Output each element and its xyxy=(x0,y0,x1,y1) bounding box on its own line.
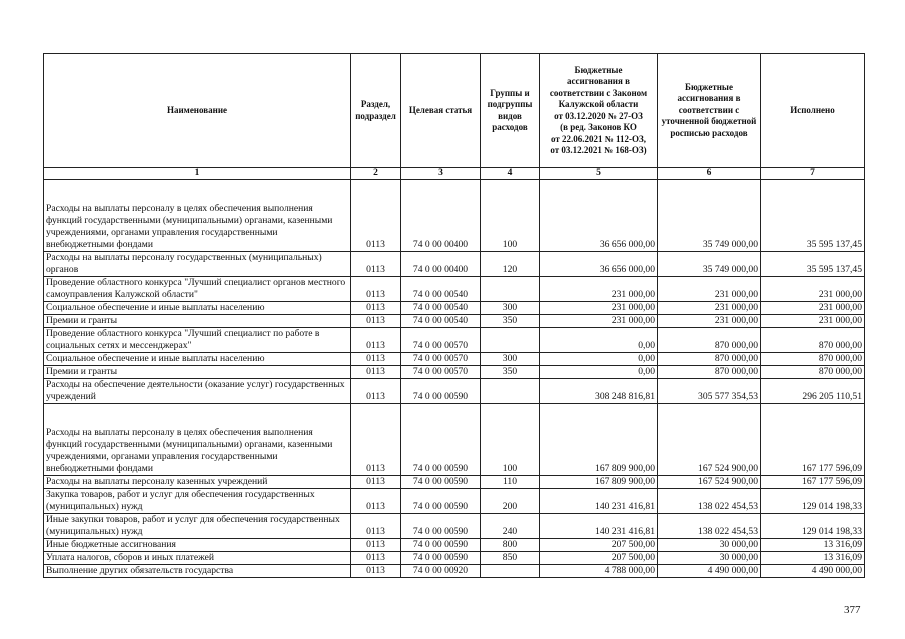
cell-target: 74 0 00 00590 xyxy=(401,379,481,404)
cell-target: 74 0 00 00590 xyxy=(401,539,481,552)
cell-executed: 129 014 198,33 xyxy=(761,489,865,514)
cell-section: 0113 xyxy=(351,539,401,552)
cell-law: 4 788 000,00 xyxy=(540,565,658,578)
cell-section: 0113 xyxy=(351,514,401,539)
cell-target: 74 0 00 00540 xyxy=(401,315,481,328)
table-row xyxy=(44,565,865,578)
cell-target: 74 0 00 00570 xyxy=(401,366,481,379)
cell-name: Проведение областного конкурса "Лучший специалист по работе в социальных сетях и мессенджерах" xyxy=(44,328,351,353)
column-number: 1 xyxy=(44,168,351,180)
cell-group: 300 xyxy=(481,302,540,315)
cell-law: 0,00 xyxy=(540,353,658,366)
table-body xyxy=(44,180,865,578)
cell-law: 308 248 816,81 xyxy=(540,379,658,404)
cell-name: Выполнение других обязательств государства xyxy=(44,565,351,578)
cell-executed: 231 000,00 xyxy=(761,302,865,315)
cell-section: 0113 xyxy=(351,366,401,379)
cell-plan: 167 524 900,00 xyxy=(658,476,761,489)
cell-executed: 167 177 596,09 xyxy=(761,404,865,476)
cell-section: 0113 xyxy=(351,552,401,565)
cell-target: 74 0 00 00920 xyxy=(401,565,481,578)
cell-group: 120 xyxy=(481,252,540,277)
cell-law: 36 656 000,00 xyxy=(540,252,658,277)
cell-section: 0113 xyxy=(351,404,401,476)
cell-group: 100 xyxy=(481,180,540,252)
cell-plan: 138 022 454,53 xyxy=(658,514,761,539)
cell-section: 0113 xyxy=(351,328,401,353)
table-row xyxy=(44,476,865,489)
table-row xyxy=(44,328,865,353)
column-number: 3 xyxy=(401,168,481,180)
cell-law: 231 000,00 xyxy=(540,277,658,302)
cell-executed: 13 316,09 xyxy=(761,552,865,565)
header-groups: Группы и подгруппы видов расходов xyxy=(481,54,540,168)
cell-section: 0113 xyxy=(351,277,401,302)
table-row xyxy=(44,366,865,379)
table-row xyxy=(44,539,865,552)
cell-executed: 13 316,09 xyxy=(761,539,865,552)
cell-name: Расходы на обеспечение деятельности (оказание услуг) государственных учреждений xyxy=(44,379,351,404)
cell-executed: 231 000,00 xyxy=(761,315,865,328)
cell-name: Расходы на выплаты персоналу в целях обеспечения выполнения функций государственными (муниципальными) органами, казенными учреждениями, органами управления государственными внебюджетными фондами xyxy=(44,404,351,476)
cell-law: 167 809 900,00 xyxy=(540,476,658,489)
cell-target: 74 0 00 00590 xyxy=(401,404,481,476)
table-row xyxy=(44,277,865,302)
cell-group: 110 xyxy=(481,476,540,489)
cell-group: 350 xyxy=(481,315,540,328)
cell-section: 0113 xyxy=(351,379,401,404)
cell-plan: 305 577 354,53 xyxy=(658,379,761,404)
cell-law: 0,00 xyxy=(540,328,658,353)
cell-section: 0113 xyxy=(351,565,401,578)
cell-group xyxy=(481,565,540,578)
cell-plan: 231 000,00 xyxy=(658,315,761,328)
cell-plan: 231 000,00 xyxy=(658,277,761,302)
cell-section: 0113 xyxy=(351,353,401,366)
page-number: 377 xyxy=(844,604,861,616)
column-number: 4 xyxy=(481,168,540,180)
header-target: Целевая статья xyxy=(401,54,481,168)
cell-plan: 35 749 000,00 xyxy=(658,180,761,252)
cell-section: 0113 xyxy=(351,489,401,514)
cell-section: 0113 xyxy=(351,315,401,328)
cell-plan: 167 524 900,00 xyxy=(658,404,761,476)
cell-plan: 231 000,00 xyxy=(658,302,761,315)
cell-law: 231 000,00 xyxy=(540,315,658,328)
cell-name: Расходы на выплаты персоналу государственных (муниципальных) органов xyxy=(44,252,351,277)
cell-target: 74 0 00 00590 xyxy=(401,489,481,514)
budget-table xyxy=(43,53,865,578)
cell-group xyxy=(481,328,540,353)
cell-target: 74 0 00 00590 xyxy=(401,552,481,565)
cell-group xyxy=(481,379,540,404)
cell-law: 167 809 900,00 xyxy=(540,404,658,476)
cell-group: 850 xyxy=(481,552,540,565)
cell-name: Премии и гранты xyxy=(44,315,351,328)
cell-plan: 30 000,00 xyxy=(658,539,761,552)
cell-executed: 296 205 110,51 xyxy=(761,379,865,404)
cell-plan: 30 000,00 xyxy=(658,552,761,565)
cell-executed: 870 000,00 xyxy=(761,366,865,379)
cell-group: 100 xyxy=(481,404,540,476)
cell-executed: 870 000,00 xyxy=(761,353,865,366)
cell-name: Социальное обеспечение и иные выплаты населению xyxy=(44,302,351,315)
table-row xyxy=(44,302,865,315)
cell-plan: 870 000,00 xyxy=(658,328,761,353)
cell-section: 0113 xyxy=(351,302,401,315)
cell-executed: 35 595 137,45 xyxy=(761,252,865,277)
cell-target: 74 0 00 00540 xyxy=(401,277,481,302)
cell-name: Иные бюджетные ассигнования xyxy=(44,539,351,552)
table-row xyxy=(44,252,865,277)
cell-group: 300 xyxy=(481,353,540,366)
cell-target: 74 0 00 00590 xyxy=(401,476,481,489)
cell-group: 350 xyxy=(481,366,540,379)
cell-name: Премии и гранты xyxy=(44,366,351,379)
cell-executed: 231 000,00 xyxy=(761,277,865,302)
cell-plan: 4 490 000,00 xyxy=(658,565,761,578)
cell-law: 231 000,00 xyxy=(540,302,658,315)
header-name: Наименование xyxy=(44,54,351,168)
table-row xyxy=(44,353,865,366)
cell-target: 74 0 00 00400 xyxy=(401,252,481,277)
cell-law: 140 231 416,81 xyxy=(540,489,658,514)
cell-group: 200 xyxy=(481,489,540,514)
cell-law: 36 656 000,00 xyxy=(540,180,658,252)
header-section: Раздел, подраздел xyxy=(351,54,401,168)
column-number: 2 xyxy=(351,168,401,180)
cell-name: Иные закупки товаров, работ и услуг для обеспечения государственных (муниципальных) нужд xyxy=(44,514,351,539)
cell-name: Расходы на выплаты персоналу казенных учреждений xyxy=(44,476,351,489)
table-row xyxy=(44,315,865,328)
cell-name: Расходы на выплаты персоналу в целях обеспечения выполнения функций государственными (муниципальными) органами, казенными учреждениями, органами управления государственными внебюджетными фондами xyxy=(44,180,351,252)
header-row xyxy=(44,54,865,168)
cell-plan: 870 000,00 xyxy=(658,353,761,366)
header-plan: Бюджетные ассигнования в соответствии с уточненной бюджетной росписью расходов xyxy=(658,54,761,168)
table-row xyxy=(44,489,865,514)
cell-name: Уплата налогов, сборов и иных платежей xyxy=(44,552,351,565)
cell-executed: 35 595 137,45 xyxy=(761,180,865,252)
cell-group xyxy=(481,277,540,302)
column-number: 6 xyxy=(658,168,761,180)
cell-law: 207 500,00 xyxy=(540,539,658,552)
cell-name: Проведение областного конкурса "Лучший специалист органов местного самоуправления Калужской области" xyxy=(44,277,351,302)
cell-name: Закупка товаров, работ и услуг для обеспечения государственных (муниципальных) нужд xyxy=(44,489,351,514)
cell-plan: 870 000,00 xyxy=(658,366,761,379)
column-number: 5 xyxy=(540,168,658,180)
table-row xyxy=(44,514,865,539)
cell-law: 0,00 xyxy=(540,366,658,379)
cell-target: 74 0 00 00570 xyxy=(401,328,481,353)
table-row xyxy=(44,180,865,252)
cell-plan: 35 749 000,00 xyxy=(658,252,761,277)
cell-plan: 138 022 454,53 xyxy=(658,489,761,514)
cell-executed: 167 177 596,09 xyxy=(761,476,865,489)
cell-section: 0113 xyxy=(351,180,401,252)
cell-group: 240 xyxy=(481,514,540,539)
cell-executed: 870 000,00 xyxy=(761,328,865,353)
cell-target: 74 0 00 00570 xyxy=(401,353,481,366)
cell-name: Социальное обеспечение и иные выплаты населению xyxy=(44,353,351,366)
cell-group: 800 xyxy=(481,539,540,552)
column-number: 7 xyxy=(761,168,865,180)
cell-section: 0113 xyxy=(351,252,401,277)
cell-executed: 129 014 198,33 xyxy=(761,514,865,539)
column-numbers-row xyxy=(44,168,865,180)
cell-section: 0113 xyxy=(351,476,401,489)
header-law: Бюджетные ассигнования в соответствии с Законом Калужской области от 03.12.2020 № 27-ОЗ (в ред. Законов КО от 22.06.2021 № 112-ОЗ, от 03.12.2021 № 168-ОЗ) xyxy=(540,54,658,168)
cell-target: 74 0 00 00400 xyxy=(401,180,481,252)
table-row xyxy=(44,379,865,404)
header-executed: Исполнено xyxy=(761,54,865,168)
cell-executed: 4 490 000,00 xyxy=(761,565,865,578)
cell-target: 74 0 00 00540 xyxy=(401,302,481,315)
table-row xyxy=(44,552,865,565)
cell-law: 140 231 416,81 xyxy=(540,514,658,539)
table-row xyxy=(44,404,865,476)
cell-law: 207 500,00 xyxy=(540,552,658,565)
cell-target: 74 0 00 00590 xyxy=(401,514,481,539)
